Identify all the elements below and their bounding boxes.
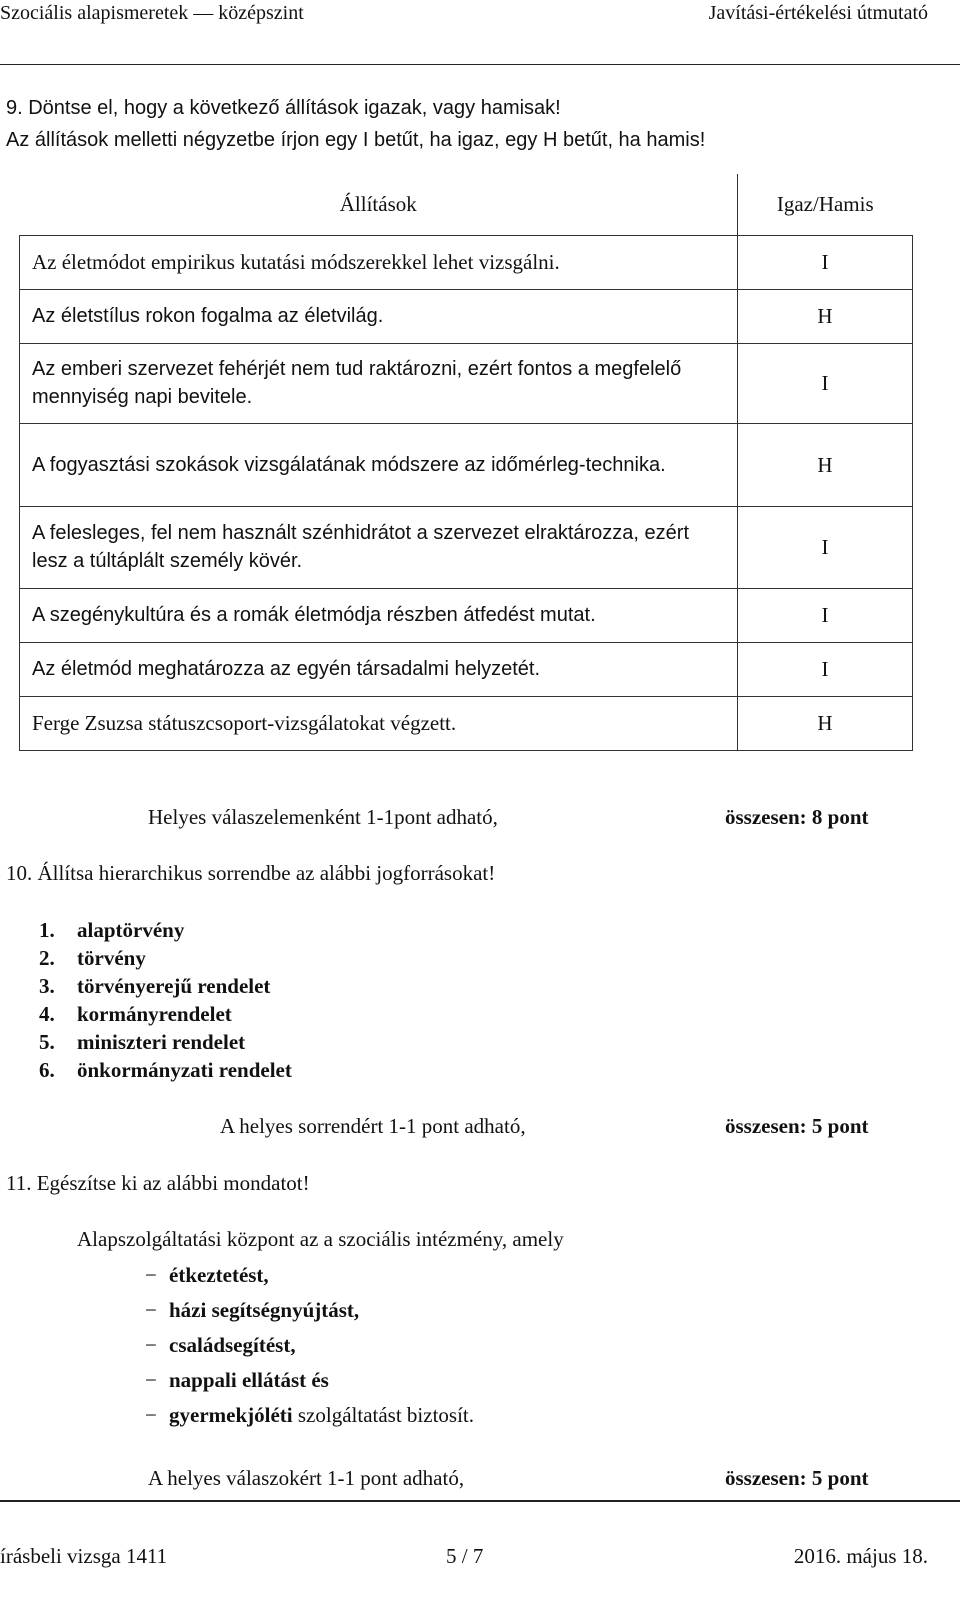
table-row	[20, 506, 913, 588]
list-item: − családsegítést,	[145, 1333, 296, 1357]
header-divider	[0, 64, 960, 65]
answer-cell: I	[738, 588, 913, 642]
q11-intro: Alapszolgáltatási központ az a szociális intézmény, amely	[77, 1227, 564, 1251]
list-item: 5. miniszteri rendelet	[39, 1030, 246, 1054]
statement-cell: Az életstílus rokon fogalma az életvilág.	[20, 289, 738, 343]
list-item: 6. önkormányzati rendelet	[39, 1058, 292, 1082]
list-item: − nappali ellátást és	[145, 1368, 329, 1392]
header-right: Javítási-értékelési útmutató	[708, 2, 928, 24]
q9-instruction-2: Az állítások melletti négyzetbe írjon egy I betűt, ha igaz, egy H betűt, ha hamis!	[6, 129, 706, 151]
answer-cell: I	[738, 506, 913, 588]
answer-cell: H	[738, 423, 913, 506]
statement-cell: A szegénykultúra és a romák életmódja részben átfedést mutat.	[20, 588, 738, 642]
page-number: 5 / 7	[446, 1544, 484, 1568]
list-item: 2. törvény	[39, 946, 146, 970]
q10-score-note: A helyes sorrendért 1-1 pont adható,	[220, 1114, 526, 1138]
list-item: − étkeztetést,	[145, 1263, 269, 1287]
q11-score-note: A helyes válaszokért 1-1 pont adható,	[148, 1466, 465, 1490]
list-item: 1. alaptörvény	[39, 918, 185, 942]
answer-cell: I	[738, 235, 913, 289]
answer-cell: H	[738, 696, 913, 750]
footer-date: 2016. május 18.	[793, 1544, 928, 1568]
true-false-table	[19, 174, 913, 751]
q10-title: 10. Állítsa hierarchikus sorrendbe az alábbi jogforrásokat!	[6, 861, 496, 885]
table-header-row	[20, 174, 913, 235]
statement-cell: Az emberi szervezet fehérjét nem tud raktározni, ezért fontos a megfelelő mennyiség napi bevitele.	[20, 343, 738, 423]
q10-score-total: összesen: 5 pont	[725, 1114, 869, 1138]
statement-cell: Az életmódot empirikus kutatási módszerekkel lehet vizsgálni.	[20, 235, 738, 289]
q11-title: 11. Egészítse ki az alábbi mondatot!	[6, 1171, 310, 1195]
table-row	[20, 696, 913, 750]
table-row	[20, 423, 913, 506]
q11-score-total: összesen: 5 pont	[725, 1466, 869, 1490]
answer-cell: H	[738, 289, 913, 343]
q9-score-note: Helyes válaszelemenként 1-1pont adható,	[148, 805, 498, 829]
column-header-answer: Igaz/Hamis	[776, 192, 874, 217]
statement-cell: A fogyasztási szokások vizsgálatának módszere az időmérleg-technika.	[20, 423, 738, 506]
answer-cell: I	[738, 642, 913, 696]
q9-score-total: összesen: 8 pont	[725, 805, 869, 829]
statement-cell: A felesleges, fel nem használt szénhidrátot a szervezet elraktározza, ezért lesz a túltáplált személy kövér.	[20, 506, 738, 588]
list-item: 4. kormányrendelet	[39, 1002, 232, 1026]
footer-left: írásbeli vizsga 1411	[0, 1544, 168, 1568]
list-item: − házi segítségnyújtást,	[145, 1298, 360, 1322]
table-row	[20, 588, 913, 642]
table-row	[20, 289, 913, 343]
statement-cell: Az életmód meghatározza az egyén társadalmi helyzetét.	[20, 642, 738, 696]
table-row	[20, 642, 913, 696]
answer-cell: I	[738, 343, 913, 423]
footer-divider	[0, 1500, 960, 1502]
list-item: − gyermekjóléti szolgáltatást biztosít.	[145, 1403, 475, 1427]
q9-instruction-1: 9. Döntse el, hogy a következő állítások igazak, vagy hamisak!	[6, 97, 561, 119]
column-header-statements: Állítások	[20, 174, 738, 235]
header-left: Szociális alapismeretek — középszint	[0, 2, 304, 24]
table-row	[20, 235, 913, 289]
table-row	[20, 343, 913, 423]
list-item: 3. törvényerejű rendelet	[39, 974, 271, 998]
statement-cell: Ferge Zsuzsa státuszcsoport-vizsgálatokat végzett.	[20, 696, 738, 750]
